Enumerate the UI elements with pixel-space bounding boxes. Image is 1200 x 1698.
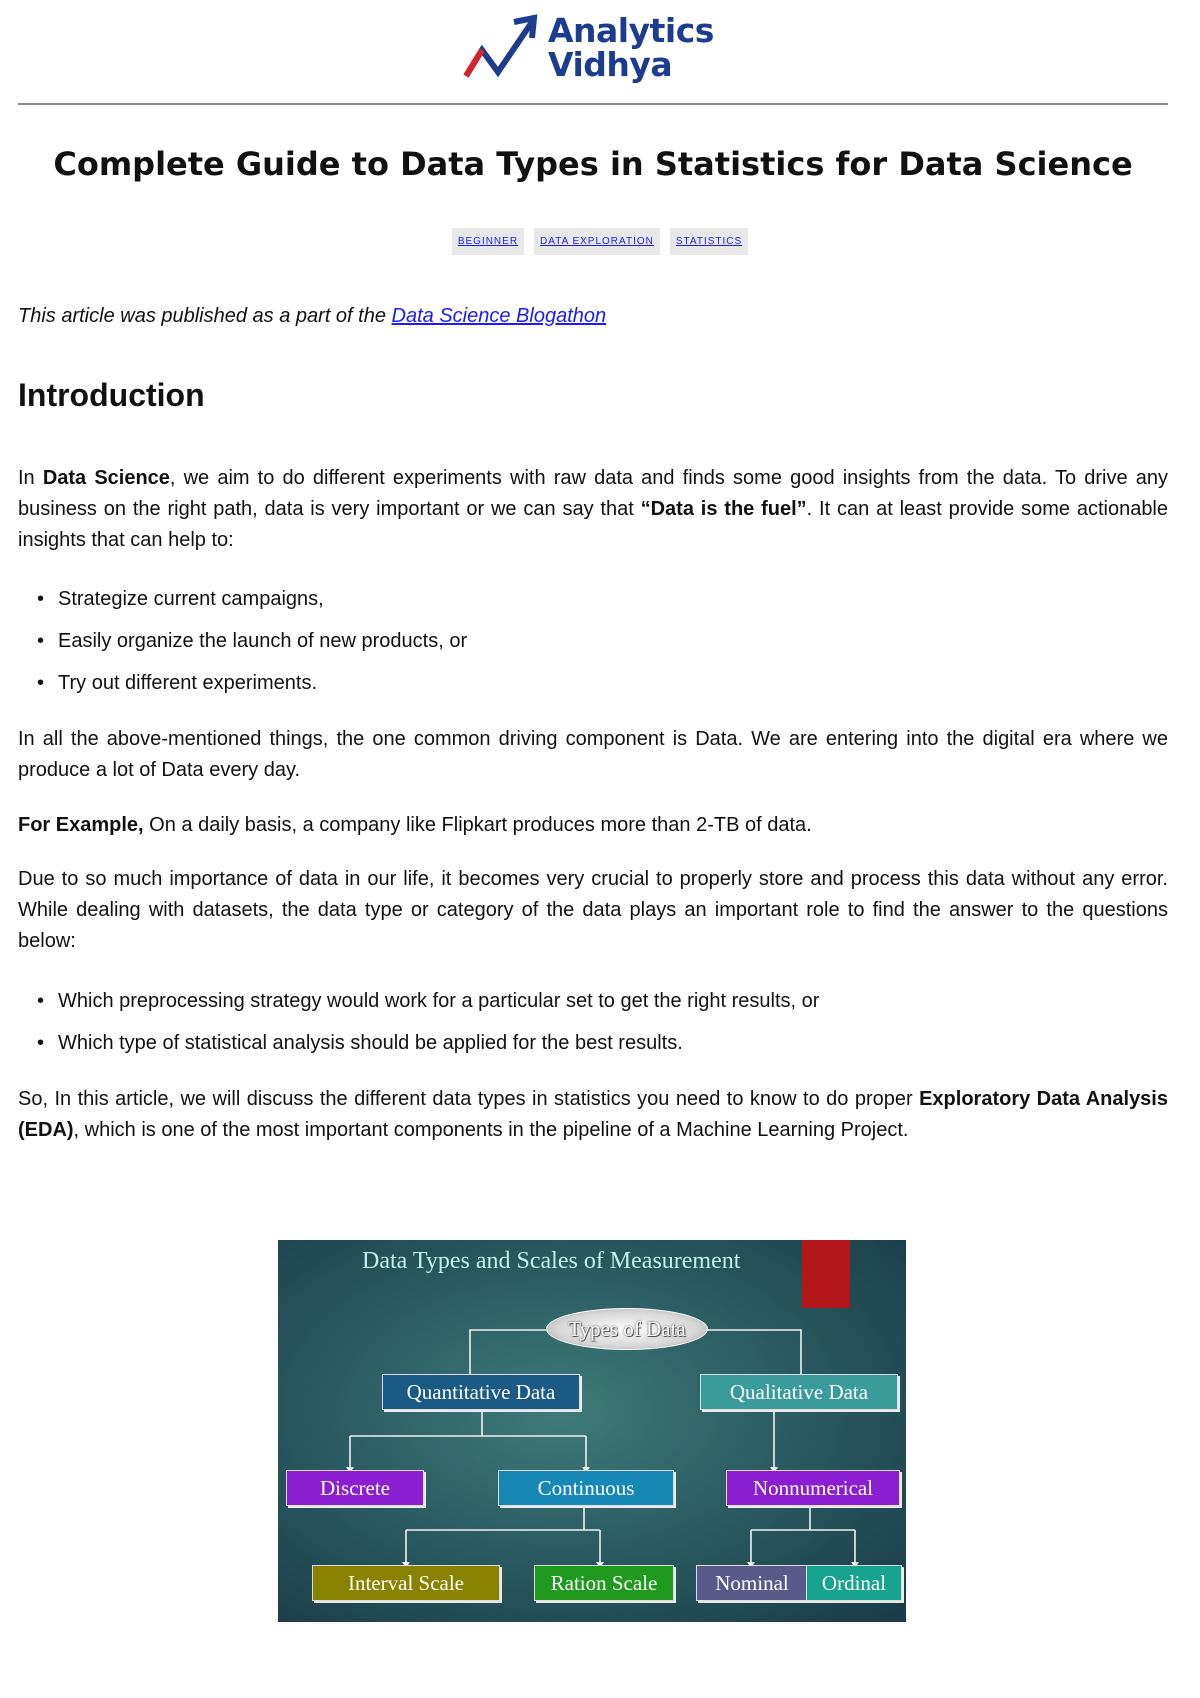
example-text: On a daily basis, a company like Flipkart produces more than 2-TB of data. xyxy=(143,814,812,836)
continuous-node: Continuous xyxy=(498,1470,674,1506)
logo-line-vidhya: Vidhya xyxy=(548,45,673,84)
p1-text-3: . It can at least provide some actionable insights that can help to: xyxy=(18,498,1169,551)
blogathon-byline xyxy=(18,305,606,328)
tag-list xyxy=(0,228,1200,255)
list-item: • Easily organize the launch of new products, or xyxy=(18,620,467,662)
tag-statistics[interactable]: STATISTICS xyxy=(670,228,748,255)
ration-scale-node: Ration Scale xyxy=(534,1565,674,1601)
p1-bold-data-science: Data Science xyxy=(42,467,170,489)
logo-wordmark xyxy=(548,11,714,84)
logo-line-analytics: Analytics xyxy=(548,11,714,50)
diagram-title: Data Types and Scales of Measurement xyxy=(362,1248,741,1274)
eda-paragraph xyxy=(18,1084,1168,1146)
site-logo[interactable] xyxy=(462,11,714,84)
tag-beginner[interactable]: BEGINNER xyxy=(452,228,524,255)
intro-paragraph xyxy=(18,463,1168,556)
p1-text-1: In xyxy=(18,467,43,489)
list-item: • Strategize current campaigns, xyxy=(18,578,467,620)
discrete-node: Discrete xyxy=(286,1470,424,1506)
p1-text-2: , we aim to do different experiments with raw data and finds some good insights from the data. To drive any business on the right path, data is very important or we can say that xyxy=(18,467,1168,520)
list-item: • Which preprocessing strategy would work for a particular set to get the right results, or xyxy=(18,980,819,1022)
insights-list xyxy=(18,578,467,704)
driving-component-paragraph: In all the above-mentioned things, the one common driving component is Data. We are entering into the digital era where we produce a lot of Data every day. xyxy=(18,728,1168,781)
introduction-heading: Introduction xyxy=(18,377,205,413)
blogathon-link[interactable]: Data Science Blogathon xyxy=(391,305,607,327)
nominal-node: Nominal xyxy=(696,1565,808,1601)
list-item: • Try out different experiments. xyxy=(18,662,467,704)
example-paragraph xyxy=(18,810,1168,841)
interval-scale-node: Interval Scale xyxy=(312,1565,500,1601)
qualitative-data-node: Qualitative Data xyxy=(700,1374,898,1410)
ordinal-node: Ordinal xyxy=(806,1565,902,1601)
site-header xyxy=(0,0,1200,100)
header-divider xyxy=(18,103,1168,105)
p5-text-2: , which is one of the most important components in the pipeline of a Machine Learning Project. xyxy=(73,1119,909,1141)
p1-bold-data-fuel: “Data is the fuel” xyxy=(640,498,807,520)
nonnumerical-node: Nonnumerical xyxy=(726,1470,900,1506)
types-of-data-node: Types of Data xyxy=(546,1308,708,1350)
questions-list xyxy=(18,980,819,1064)
quantitative-data-node: Quantitative Data xyxy=(382,1374,580,1410)
list-item: • Which type of statistical analysis should be applied for the best results. xyxy=(18,1022,819,1064)
example-label: For Example, xyxy=(18,814,144,836)
analytics-vidhya-logo-icon xyxy=(462,14,540,82)
article-title: Complete Guide to Data Types in Statistics for Data Science xyxy=(53,145,1133,183)
byline-text: This article was published as a part of the xyxy=(18,305,392,327)
data-types-diagram xyxy=(278,1240,906,1622)
tag-data-exploration[interactable]: DATA EXPLORATION xyxy=(534,228,660,255)
p5-text-1: So, In this article, we will discuss the different data types in statistics you need to know to do proper xyxy=(18,1088,920,1110)
p5-bold-eda: Exploratory Data Analysis (EDA) xyxy=(18,1088,1168,1141)
importance-paragraph: Due to so much importance of data in our life, it becomes very crucial to properly store and process this data without any error. While dealing with datasets, the data type or category of the data plays an important role to find the answer to the questions below: xyxy=(18,868,1168,952)
